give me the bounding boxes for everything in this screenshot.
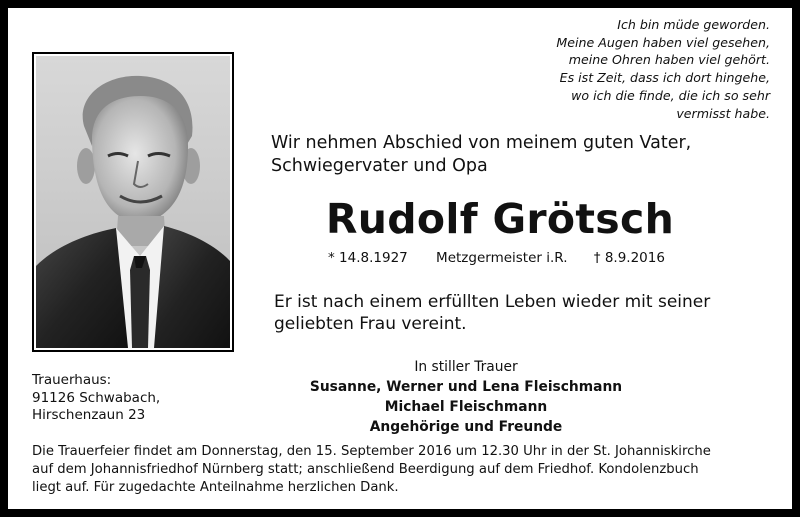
poem-line: vermisst habe. (676, 105, 770, 121)
mourner-name: Angehörige und Freunde (369, 419, 563, 435)
funeral-notice (32, 443, 711, 496)
deceased-name: Rudolf Grötsch (325, 195, 675, 243)
mourners-block (300, 357, 632, 437)
address-line: Hirschenzaun 23 (32, 407, 146, 423)
life-dates (328, 249, 665, 267)
trauerhaus-address (32, 372, 160, 425)
mourner-name: Michael Fleischmann (384, 399, 548, 415)
poem-line: Es ist Zeit, dass ich dort hingehe, (559, 70, 770, 86)
poem (390, 16, 770, 122)
poem-line: meine Ohren haben viel gehört. (568, 52, 770, 68)
farewell-line: Wir nehmen Abschied von meinem guten Vater, (271, 133, 692, 153)
notice-line: Die Trauerfeier findet am Donnerstag, den 15. September 2016 um 12.30 Uhr in der St. Johanniskirche (32, 444, 711, 459)
address-line: 91126 Schwabach, (32, 389, 161, 406)
farewell-text (271, 132, 691, 177)
farewell-line: Schwiegervater und Opa (271, 155, 488, 176)
poem-line: wo ich die finde, die ich so sehr (571, 87, 770, 103)
reunion-line: Er ist nach einem erfüllten Leben wieder mit seiner (274, 292, 711, 312)
death-date: † 8.9.2016 (593, 250, 665, 266)
occupation: Metzgermeister i.R. (436, 250, 568, 266)
reunion-text (274, 291, 710, 335)
notice-line: auf dem Johannisfriedhof Nürnberg statt; anschließend Beerdigung auf dem Friedhof. Kondolenzbuch (32, 461, 699, 477)
poem-line: Meine Augen haben viel gesehen, (556, 34, 770, 50)
address-line: Trauerhaus: (32, 372, 112, 388)
mourners-intro: In stiller Trauer (414, 359, 518, 375)
poem-line: Ich bin müde geworden. (617, 17, 770, 32)
portrait-photo (32, 52, 234, 352)
mourner-name: Susanne, Werner und Lena Fleischmann (309, 379, 623, 395)
reunion-line: geliebten Frau vereint. (274, 314, 467, 334)
birth-date: * 14.8.1927 (328, 250, 408, 266)
portrait-illustration (36, 56, 230, 348)
obituary-notice (8, 8, 792, 509)
notice-line: liegt auf. Für zugedachte Anteilnahme herzlichen Dank. (32, 479, 399, 495)
